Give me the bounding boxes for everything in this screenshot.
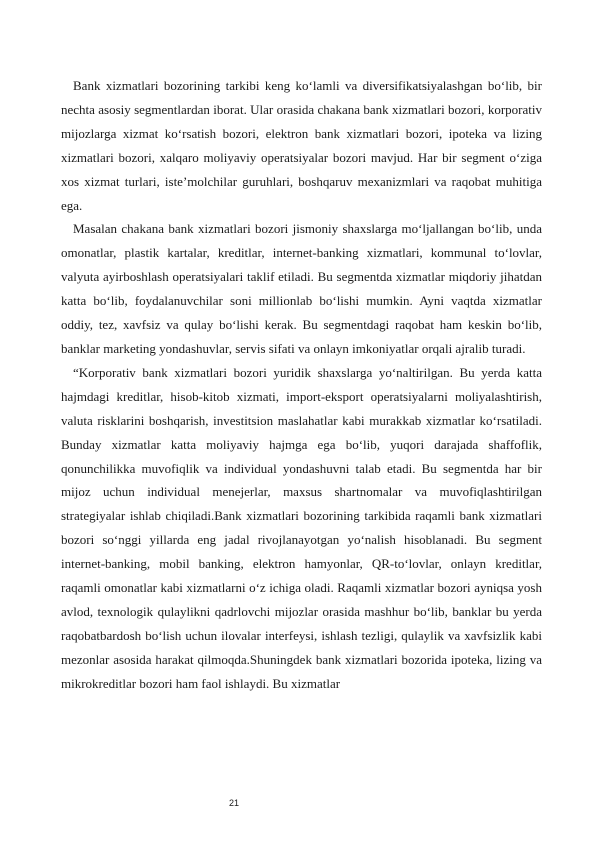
- paragraph-1: Bank xizmatlari bozorining tarkibi keng ko‘lamli va diversifikatsiyalashgan bo‘lib, bir nechta asosiy segmentlardan iborat. Ular orasida chakana bank xizmatlari bozori, korporativ mijozlarga xizmat ko‘rsatish bozori, elektron bank xizmatlari bozori, ipoteka va lizing xizmatlari bozori, xalqaro moliyaviy operatsiyalar bozori mavjud. Har bir segment o‘ziga xos xizmat turlari, iste’molchilar guruhlari, boshqaruv mexanizmlari va raqobat muhitiga ega.: [61, 78, 542, 213]
- paragraph-2: Masalan chakana bank xizmatlari bozori jismoniy shaxslarga mo‘ljallangan bo‘lib, unda omonatlar, plastik kartalar, kreditlar, internet-banking xizmatlari, kommunal to‘lovlar, valyuta ayirboshlash operatsiyalari taklif etiladi. Bu segmentda xizmatlar miqdoriy jihatdan katta bo‘lib, foydalanuvchilar soni millionlab bo‘lishi mumkin. Ayni vaqtda xizmatlar oddiy, tez, xavfsiz va qulay bo‘lishi kerak. Bu segmentdagi raqobat ham keskin bo‘lib, banklar marketing yondashuvlar, servis sifati va onlayn imkoniyatlar orqali ajralib turadi.: [61, 221, 542, 356]
- body-text: [61, 74, 542, 696]
- paragraph-3: “Korporativ bank xizmatlari bozori yuridik shaxslarga yo‘naltirilgan. Bu yerda katta hajmdagi kreditlar, hisob-kitob xizmati, import-eksport operatsiyalarni moliyalashtirish, valuta risklarini boshqarish, investitsion maslahatlar kabi murakkab xizmatlar ko‘rsatiladi. Bunday xizmatlar katta moliyaviy hajmga ega bo‘lib, yuqori darajada shaffoflik, qonunchilikka muvofiqlik va individual yondashuvni talab etadi. Bu segmentda har bir mijoz uchun individual menejerlar, maxsus shartnomalar va muvofiqlashtirilgan strategiyalar ishlab chiqiladi.Bank xizmatlari bozorining tarkibida raqamli bank xizmatlari bozori so‘nggi yillarda eng jadal rivojlanayotgan yo‘nalish hisoblanadi. Bu segment internet-banking, mobil banking, elektron hamyonlar, QR-to‘lovlar, onlayn kreditlar, raqamli omonatlar kabi xizmatlarni o‘z ichiga oladi. Raqamli xizmatlar bozori ayniqsa yosh avlod, texnologik qulaylikni qadrlovchi mijozlar orasida mashhur bo‘lib, banklar bu yerda raqobatbardosh bo‘lish uchun ilovalar interfeysi, ishlash tezligi, qulaylik va xavfsizlik kabi mezonlar asosida harakat qilmoqda.Shuningdek bank xizmatlari bozorida ipoteka, lizing va mikrokreditlar bozori ham faol ishlaydi. Bu xizmatlar: [61, 364, 542, 691]
- page-number: 21: [229, 798, 240, 808]
